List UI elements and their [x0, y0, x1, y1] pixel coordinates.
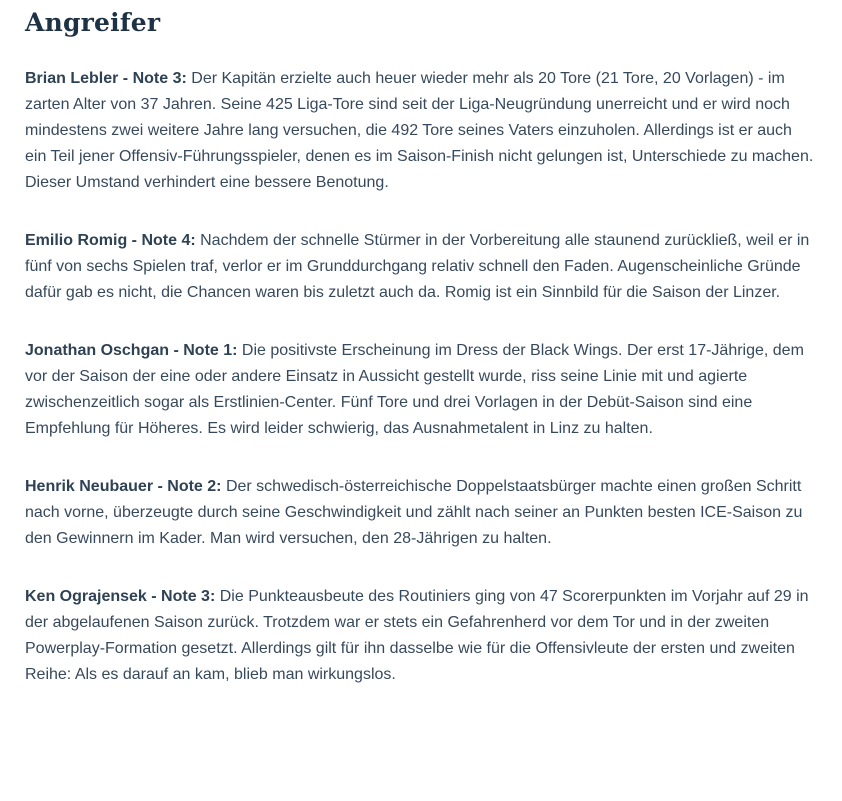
player-name-note: Ken Ograjensek - Note 3: — [25, 588, 216, 605]
player-review — [25, 66, 817, 196]
player-name-note: Henrik Neubauer - Note 2: — [25, 478, 222, 495]
player-name-note: Brian Lebler - Note 3: — [25, 70, 187, 87]
page-title: Angreifer — [25, 8, 161, 37]
player-review-text: Die Punkteausbeute des Routiniers ging von 47 Scorerpunkten im Vorjahr auf 29 in der abgelaufenen Saison zurück. Trotzdem war er stets ein Gefahrenherd vor dem Tor und in der zweiten Powerplay-Formation gesetzt. Allerdings gilt für ihn dasselbe wie für die Offensivleute der ersten und zweiten Reihe: Als es darauf an kam, blieb man wirkungslos. — [25, 588, 809, 683]
player-review — [25, 228, 817, 306]
player-review-text: Der schwedisch-österreichische Doppelstaatsbürger machte einen großen Schritt nach vorne, überzeugte durch seine Geschwindigkeit und zählt nach seiner an Punkten besten ICE-Saison zu den Gewinnern im Kader. Man wird versuchen, den 28-Jährigen zu halten. — [25, 478, 803, 547]
player-review — [25, 338, 817, 442]
player-review — [25, 474, 817, 552]
player-review — [25, 584, 817, 688]
player-name-note: Emilio Romig - Note 4: — [25, 232, 196, 249]
player-name-note: Jonathan Oschgan - Note 1: — [25, 342, 238, 359]
player-review-text: Die positivste Erscheinung im Dress der Black Wings. Der erst 17-Jährige, dem vor der Saison der eine oder andere Einsatz in Aussicht gestellt wurde, riss seine Linie mit und agierte zwischenzeitlich sogar als Erstlinien-Center. Fünf Tore und drei Vorlagen in der Debüt-Saison sind eine Empfehlung für Höheres. Es wird leider schwierig, das Ausnahmetalent in Linz zu halten. — [25, 342, 804, 437]
player-review-text: Der Kapitän erzielte auch heuer wieder mehr als 20 Tore (21 Tore, 20 Vorlagen) - im zarten Alter von 37 Jahren. Seine 425 Liga-Tore sind seit der Liga-Neugründung unerreicht und er wird noch mindestens zwei weitere Jahre lang versuchen, die 492 Tore seines Vaters einzuholen. Allerdings ist er auch ein Teil jener Offensiv-Führungsspieler, denen es im Saison-Finish nicht gelungen ist, Unterschiede zu machen. Dieser Umstand verhindert eine bessere Benotung. — [25, 70, 814, 191]
player-review-text: Nachdem der schnelle Stürmer in der Vorbereitung alle staunend zurückließ, weil er in fünf von sechs Spielen traf, verlor er im Grunddurchgang relativ schnell den Faden. Augenscheinliche Gründe dafür gab es nicht, die Chancen waren bis zuletzt auch da. Romig ist ein Sinnbild für die Saison der Linzer. — [25, 232, 810, 301]
